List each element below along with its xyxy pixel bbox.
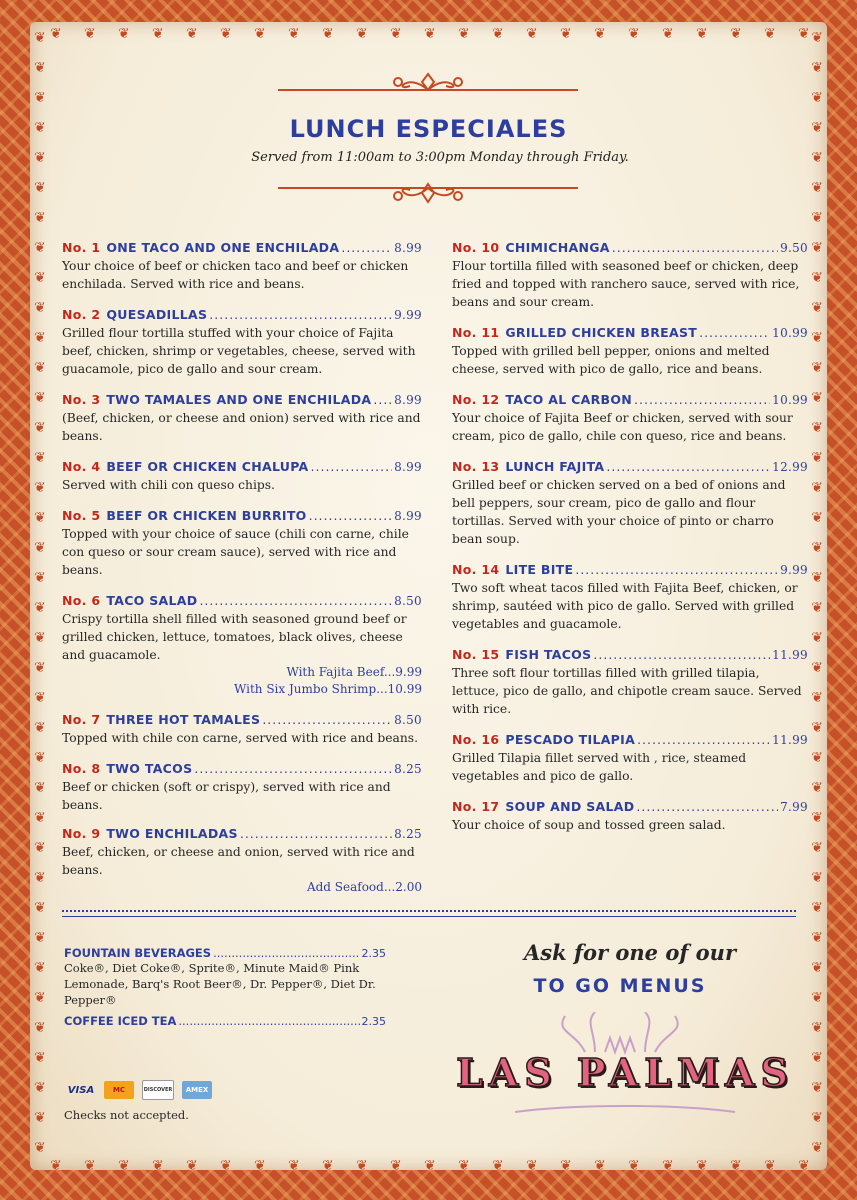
- border-flourish-icon: ❦: [811, 420, 823, 436]
- border-flourish-icon: ❦: [34, 660, 46, 676]
- border-flourish-icon: ❦: [811, 390, 823, 406]
- item-description: Your choice of soup and tossed green salad.: [452, 818, 726, 832]
- border-flourish-icon: ❦: [696, 1158, 708, 1174]
- leader-dots: [593, 647, 770, 662]
- border-flourish-icon: ❦: [811, 600, 823, 616]
- item-number: No. 9: [62, 826, 101, 841]
- leader-dots: [240, 826, 392, 841]
- border-flourish-icon: ❦: [220, 26, 232, 42]
- section-divider: [62, 910, 796, 912]
- item-description: Two soft wheat tacos filled with Fajita Beef, chicken, or shrimp, sautéed with pico de gallo. Served with grilled vegetables and guacamole.: [452, 581, 798, 631]
- item-description: Three soft flour tortillas filled with grilled tilapia, lettuce, pico de gallo, and chipotle cream sauce. Served with rice.: [452, 666, 802, 716]
- item-name: CHIMICHANGA: [505, 240, 610, 255]
- menu-item: [452, 325, 808, 378]
- border-flourish-icon: ❦: [322, 1158, 334, 1174]
- border-flourish-icon: ❦: [34, 900, 46, 916]
- border-flourish-icon: ❦: [811, 1050, 823, 1066]
- border-flourish-icon: ❦: [34, 690, 46, 706]
- border-flourish-icon: ❦: [764, 26, 776, 42]
- border-flourish-icon: ❦: [811, 840, 823, 856]
- border-flourish-icon: ❦: [34, 810, 46, 826]
- menu-item: [452, 647, 808, 718]
- item-name: SOUP AND SALAD: [505, 799, 635, 814]
- border-flourish-icon: ❦: [811, 540, 823, 556]
- menu-item: [62, 307, 422, 378]
- border-flourish-icon: ❦: [34, 360, 46, 376]
- coffee-name: COFFEE ICED TEA: [64, 1014, 177, 1028]
- border-flourish-icon: ❦: [186, 26, 198, 42]
- item-price: 8.99: [394, 241, 422, 255]
- item-price: 10.99: [772, 326, 808, 340]
- border-flourish-icon: ❦: [811, 960, 823, 976]
- menu-item: [62, 508, 422, 579]
- border-flourish-icon: ❦: [34, 480, 46, 496]
- mastercard-icon: MC: [104, 1081, 134, 1099]
- border-flourish-icon: ❦: [696, 26, 708, 42]
- item-name: THREE HOT TAMALES: [106, 712, 261, 727]
- border-flourish-icon: ❦: [811, 240, 823, 256]
- border-flourish-icon: ❦: [390, 26, 402, 42]
- menu-item: [62, 240, 422, 293]
- border-flourish-icon: ❦: [811, 150, 823, 166]
- border-flourish-icon: ❦: [811, 660, 823, 676]
- item-extra-option: With Six Jumbo Shrimp...10.99: [234, 682, 422, 696]
- item-number: No. 17: [452, 799, 500, 814]
- item-description: Served with chili con queso chips.: [62, 478, 275, 492]
- border-flourish-icon: ❦: [34, 240, 46, 256]
- item-number: No. 13: [452, 459, 500, 474]
- item-name: QUESADILLAS: [106, 307, 208, 322]
- fountain-desc: Coke®, Diet Coke®, Sprite®, Minute Maid® Pink Lemonade, Barq's Root Beer®, Dr. Pepper®, Diet Dr. Pepper®: [64, 961, 376, 1007]
- item-description: Topped with chile con carne, served with rice and beans.: [62, 731, 419, 745]
- border-flourish-icon: ❦: [811, 1020, 823, 1036]
- border-flourish-icon: ❦: [34, 1140, 46, 1156]
- item-name: TWO ENCHILADAS: [106, 826, 238, 841]
- item-name: TWO TACOS: [106, 761, 193, 776]
- item-description: Topped with grilled bell pepper, onions and melted cheese, served with pico de gallo, rice and beans.: [452, 344, 770, 376]
- border-flourish-icon: ❦: [662, 1158, 674, 1174]
- item-name: TACO SALAD: [106, 593, 198, 608]
- border-flourish-icon: ❦: [730, 26, 742, 42]
- coffee-tea: [64, 1014, 386, 1028]
- border-flourish-icon: ❦: [34, 960, 46, 976]
- menu-item: [62, 593, 422, 698]
- border-flourish-icon: ❦: [34, 870, 46, 886]
- border-flourish-icon: ❦: [811, 270, 823, 286]
- border-flourish-icon: ❦: [34, 930, 46, 946]
- to-go-menus-text: TO GO MENUS: [533, 975, 707, 997]
- border-flourish-icon: ❦: [811, 450, 823, 466]
- border-flourish-icon: ❦: [288, 26, 300, 42]
- item-price: 8.25: [394, 827, 422, 841]
- border-flourish-icon: ❦: [811, 180, 823, 196]
- item-number: No. 14: [452, 562, 500, 577]
- item-description: Flour tortilla filled with seasoned beef or chicken, deep fried and topped with ranchero sauce, served with rice, beans and sour cream.: [452, 259, 800, 309]
- item-number: No. 10: [452, 240, 500, 255]
- item-price: 11.99: [772, 733, 808, 747]
- item-number: No. 11: [452, 325, 500, 340]
- border-flourish-icon: ❦: [811, 990, 823, 1006]
- border-flourish-icon: ❦: [84, 1158, 96, 1174]
- border-flourish-icon: ❦: [764, 1158, 776, 1174]
- border-flourish-icon: ❦: [811, 630, 823, 646]
- border-flourish-icon: ❦: [34, 300, 46, 316]
- border-flourish-icon: ❦: [254, 26, 266, 42]
- item-description: Beef, chicken, or cheese and onion, served with rice and beans.: [62, 845, 415, 877]
- item-name: BEEF OR CHICKEN BURRITO: [106, 508, 307, 523]
- border-flourish-icon: ❦: [811, 330, 823, 346]
- border-flourish-icon: ❦: [220, 1158, 232, 1174]
- border-flourish-icon: ❦: [492, 1158, 504, 1174]
- item-extra-option: Add Seafood...2.00: [306, 880, 422, 894]
- item-description: Grilled Tilapia fillet served with , rice, steamed vegetables and pico de gallo.: [452, 751, 747, 783]
- item-description: Topped with your choice of sauce (chili con carne, chile con queso or sour cream sauce), served with rice and beans.: [62, 527, 409, 577]
- border-flourish-icon: ❦: [458, 1158, 470, 1174]
- leader-dots: [373, 392, 392, 407]
- border-flourish-icon: ❦: [34, 1110, 46, 1126]
- item-price: 8.50: [394, 713, 422, 727]
- border-flourish-icon: ❦: [526, 1158, 538, 1174]
- coffee-price: 2.35: [361, 1015, 386, 1028]
- border-flourish-icon: ❦: [811, 900, 823, 916]
- border-flourish-icon: ❦: [628, 26, 640, 42]
- border-flourish-icon: ❦: [560, 26, 572, 42]
- border-flourish-icon: ❦: [84, 26, 96, 42]
- item-name: LUNCH FAJITA: [505, 459, 605, 474]
- border-flourish-icon: ❦: [34, 990, 46, 1006]
- menu-column-right: [452, 240, 808, 834]
- scroll-ornament-top: [278, 68, 578, 96]
- border-flourish-icon: ❦: [811, 480, 823, 496]
- border-flourish-icon: ❦: [390, 1158, 402, 1174]
- border-flourish-icon: ❦: [34, 570, 46, 586]
- border-flourish-icon: ❦: [811, 690, 823, 706]
- item-description: Grilled flour tortilla stuffed with your choice of Fajita beef, chicken, shrimp or vegetables, cheese, served with guacamole, pico de gallo and sour cream.: [62, 326, 416, 376]
- menu-item: [452, 392, 808, 445]
- item-price: 8.50: [394, 594, 422, 608]
- menu-item: [62, 459, 422, 494]
- scroll-ornament-bottom: [278, 180, 578, 208]
- border-flourish-icon: ❦: [34, 510, 46, 526]
- page-subtitle: Served from 11:00am to 3:00pm Monday through Friday.: [251, 150, 629, 165]
- fountain-name: FOUNTAIN BEVERAGES: [64, 946, 212, 960]
- leader-dots: [636, 799, 778, 814]
- item-number: No. 6: [62, 593, 101, 608]
- border-flourish-icon: ❦: [322, 26, 334, 42]
- border-flourish-icon: ❦: [811, 1110, 823, 1126]
- leader-dots: [612, 240, 778, 255]
- border-flourish-icon: ❦: [34, 210, 46, 226]
- border-flourish-icon: ❦: [811, 810, 823, 826]
- border-flourish-icon: ❦: [811, 930, 823, 946]
- item-price: 9.99: [394, 308, 422, 322]
- item-number: No. 4: [62, 459, 101, 474]
- border-flourish-icon: ❦: [798, 26, 810, 42]
- item-price: 8.99: [394, 393, 422, 407]
- checks-note: Checks not accepted.: [64, 1108, 189, 1122]
- border-flourish-icon: ❦: [152, 1158, 164, 1174]
- leader-dots: [311, 459, 393, 474]
- border-flourish-icon: ❦: [811, 510, 823, 526]
- item-price: 10.99: [772, 393, 808, 407]
- item-description: Your choice of beef or chicken taco and beef or chicken enchilada. Served with rice and beans.: [62, 259, 409, 291]
- border-flourish-icon: ❦: [34, 1080, 46, 1096]
- amex-card-icon: AMEX: [182, 1081, 212, 1099]
- item-price: 12.99: [772, 460, 808, 474]
- border-flourish-icon: ❦: [356, 1158, 368, 1174]
- border-flourish-icon: ❦: [492, 26, 504, 42]
- item-number: No. 15: [452, 647, 500, 662]
- menu-item: [62, 761, 422, 814]
- item-number: No. 5: [62, 508, 101, 523]
- border-flourish-icon: ❦: [34, 1020, 46, 1036]
- page-title: LUNCH ESPECIALES: [289, 115, 568, 143]
- border-flourish-icon: ❦: [152, 26, 164, 42]
- border-flourish-icon: ❦: [811, 90, 823, 106]
- border-flourish-icon: ❦: [34, 750, 46, 766]
- border-flourish-icon: ❦: [118, 26, 130, 42]
- leader-dots: [194, 761, 392, 776]
- border-flourish-icon: ❦: [458, 26, 470, 42]
- item-name: TWO TAMALES AND ONE ENCHILADA: [106, 392, 372, 407]
- border-flourish-icon: ❦: [34, 780, 46, 796]
- item-description: (Beef, chicken, or cheese and onion) served with rice and beans.: [62, 411, 421, 443]
- menu-item: [452, 562, 808, 633]
- item-description: Beef or chicken (soft or crispy), served with rice and beans.: [62, 780, 391, 812]
- item-number: No. 12: [452, 392, 500, 407]
- border-flourish-icon: ❦: [34, 720, 46, 736]
- item-name: BEEF OR CHICKEN CHALUPA: [106, 459, 309, 474]
- item-number: No. 1: [62, 240, 101, 255]
- border-flourish-icon: ❦: [811, 570, 823, 586]
- item-price: 9.99: [780, 563, 808, 577]
- border-flourish-icon: ❦: [50, 26, 62, 42]
- item-name: PESCADO TILAPIA: [505, 732, 636, 747]
- border-flourish-icon: ❦: [34, 540, 46, 556]
- leader-dots: [262, 712, 392, 727]
- border-flourish-icon: ❦: [34, 600, 46, 616]
- menu-item: [452, 459, 808, 548]
- ask-text: Ask for one of our: [523, 940, 737, 965]
- visa-card-icon: VISA: [67, 1084, 95, 1096]
- menu-item: [452, 799, 808, 834]
- item-price: 11.99: [772, 648, 808, 662]
- border-flourish-icon: ❦: [811, 750, 823, 766]
- border-flourish-icon: ❦: [356, 26, 368, 42]
- border-flourish-icon: ❦: [288, 1158, 300, 1174]
- leader-dots: [637, 732, 770, 747]
- menu-item: [62, 392, 422, 445]
- border-flourish-icon: ❦: [34, 30, 46, 46]
- border-flourish-icon: ❦: [730, 1158, 742, 1174]
- item-name: FISH TACOS: [505, 647, 592, 662]
- border-flourish-icon: ❦: [811, 720, 823, 736]
- item-extra-option: With Fajita Beef...9.99: [286, 665, 422, 679]
- border-flourish-icon: ❦: [594, 1158, 606, 1174]
- leader-dots: [209, 307, 392, 322]
- item-name: ONE TACO AND ONE ENCHILADA: [106, 240, 340, 255]
- item-price: 9.50: [780, 241, 808, 255]
- border-flourish-icon: ❦: [254, 1158, 266, 1174]
- border-flourish-icon: ❦: [118, 1158, 130, 1174]
- item-number: No. 3: [62, 392, 101, 407]
- border-flourish-icon: ❦: [34, 1050, 46, 1066]
- border-flourish-icon: ❦: [424, 1158, 436, 1174]
- las-palmas-logo: [455, 1012, 795, 1122]
- item-name: GRILLED CHICKEN BREAST: [505, 325, 698, 340]
- item-number: No. 7: [62, 712, 101, 727]
- item-price: 8.99: [394, 460, 422, 474]
- item-price: 8.25: [394, 762, 422, 776]
- discover-card-icon: DISCOVER: [142, 1080, 174, 1100]
- item-price: 8.99: [394, 509, 422, 523]
- border-flourish-icon: ❦: [34, 390, 46, 406]
- border-flourish-icon: ❦: [34, 630, 46, 646]
- border-flourish-icon: ❦: [34, 840, 46, 856]
- border-flourish-icon: ❦: [798, 1158, 810, 1174]
- item-description: Grilled beef or chicken served on a bed of onions and bell peppers, sour cream, pico de gallo and flour tortillas. Served with your choice of pinto or charro bean soup.: [452, 478, 786, 546]
- border-flourish-icon: ❦: [662, 26, 674, 42]
- border-flourish-icon: ❦: [34, 120, 46, 136]
- border-flourish-icon: ❦: [811, 870, 823, 886]
- border-flourish-icon: ❦: [50, 1158, 62, 1174]
- item-description: Your choice of Fajita Beef or chicken, served with sour cream, pico de gallo, chile con queso, rice and beans.: [452, 411, 793, 443]
- menu-item: [452, 732, 808, 785]
- leader-dots: [199, 593, 392, 608]
- logo-wordmark: LAS PALMAS: [456, 1050, 794, 1095]
- leader-dots: [575, 562, 778, 577]
- border-flourish-icon: ❦: [526, 26, 538, 42]
- border-flourish-icon: ❦: [811, 30, 823, 46]
- item-name: LITE BITE: [505, 562, 574, 577]
- menu-item: [62, 826, 422, 896]
- border-flourish-icon: ❦: [34, 90, 46, 106]
- border-flourish-icon: ❦: [811, 300, 823, 316]
- border-flourish-icon: ❦: [811, 1140, 823, 1156]
- border-flourish-icon: ❦: [424, 26, 436, 42]
- border-flourish-icon: ❦: [811, 60, 823, 76]
- section-divider-line: [62, 916, 796, 917]
- payment-cards: [66, 1080, 212, 1100]
- border-flourish-icon: ❦: [186, 1158, 198, 1174]
- menu-column-left: [62, 240, 422, 896]
- leader-dots: [309, 508, 392, 523]
- fountain-price: 2.35: [361, 947, 386, 960]
- border-flourish-icon: ❦: [34, 450, 46, 466]
- item-number: No. 16: [452, 732, 500, 747]
- menu-item: [62, 712, 422, 747]
- border-flourish-icon: ❦: [34, 270, 46, 286]
- item-number: No. 8: [62, 761, 101, 776]
- menu-item: [452, 240, 808, 311]
- border-flourish-icon: ❦: [34, 180, 46, 196]
- item-number: No. 2: [62, 307, 101, 322]
- fountain-beverages: [64, 946, 386, 1008]
- border-flourish-icon: ❦: [34, 60, 46, 76]
- border-flourish-icon: ❦: [560, 1158, 572, 1174]
- border-flourish-icon: ❦: [34, 420, 46, 436]
- border-flourish-icon: ❦: [811, 780, 823, 796]
- leader-dots: [341, 240, 392, 255]
- border-flourish-icon: ❦: [811, 120, 823, 136]
- leader-dots: [634, 392, 770, 407]
- border-flourish-icon: ❦: [34, 150, 46, 166]
- leader-dots: [699, 325, 770, 340]
- border-flourish-icon: ❦: [628, 1158, 640, 1174]
- border-flourish-icon: ❦: [811, 360, 823, 376]
- border-flourish-icon: ❦: [811, 1080, 823, 1096]
- item-description: Crispy tortilla shell filled with seasoned ground beef or grilled chicken, lettuce, tomatoes, black olives, cheese and guacamole.: [62, 612, 407, 662]
- border-flourish-icon: ❦: [811, 210, 823, 226]
- border-flourish-icon: ❦: [594, 26, 606, 42]
- item-name: TACO AL CARBON: [505, 392, 633, 407]
- item-price: 7.99: [780, 800, 808, 814]
- border-flourish-icon: ❦: [34, 330, 46, 346]
- leader-dots: [606, 459, 770, 474]
